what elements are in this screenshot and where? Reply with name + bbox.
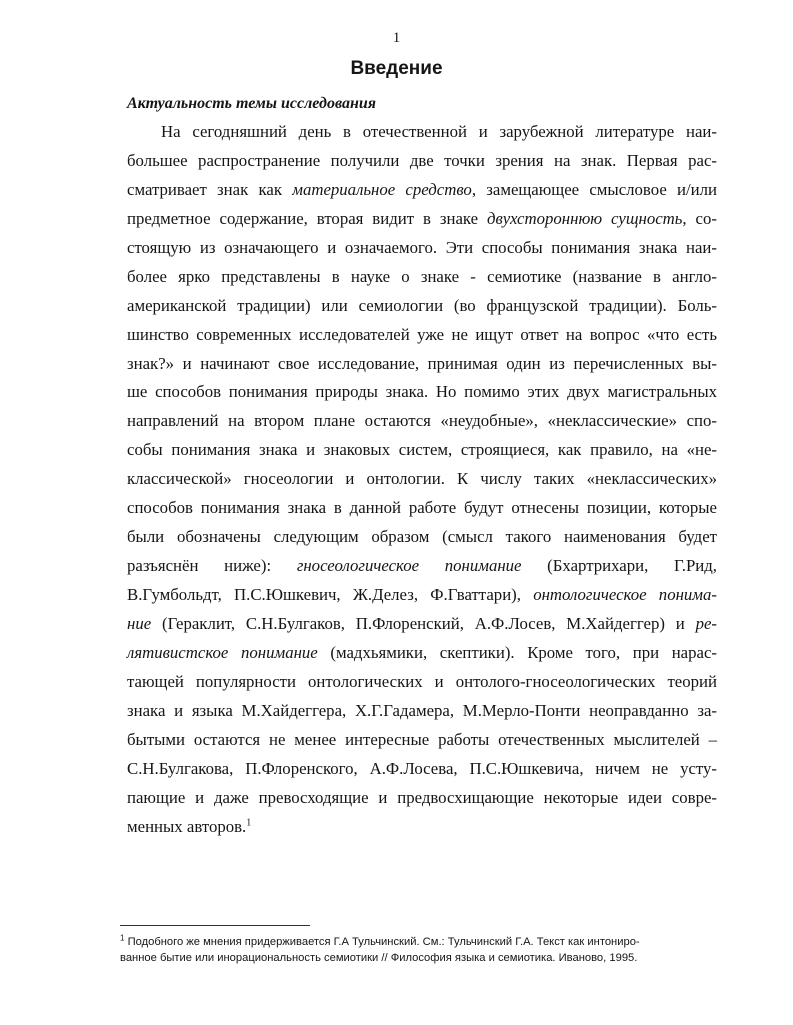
text-line: предметное содержание, вторая видит в знаке двухстороннюю сущность, со- [127, 208, 717, 228]
text-line: пающие и даже превосходящие и предвосхищающие некоторые идеи совре- [127, 787, 717, 807]
text-line: знака и языка М.Хайдеггера, Х.Г.Гадамера, М.Мерло-Понти неоправданно за- [127, 700, 717, 720]
footnote-text: Подобного же мнения придерживается Г.А Тульчинский. См.: Тульчинский Г.А. Текст как интониро- [127, 936, 640, 948]
text-line: ние (Гераклит, С.Н.Булгаков, П.Флоренский, А.Ф.Лосев, М.Хайдеггер) и ре- [127, 613, 717, 633]
text-line: направлений на втором плане остаются «неудобные», «неклассические» спо- [127, 411, 717, 431]
footnote-line [120, 950, 720, 966]
footnote-line [120, 934, 720, 950]
footnote-text: ванное бытие или инорациональность семиотики // Философия языка и семиотика. Иваново, 1995. [120, 952, 638, 964]
body-paragraph [127, 118, 717, 841]
text-line: стоящую из означающего и означаемого. Эти способы понимания знака наи- [127, 237, 717, 257]
text-line: американской традиции) или семиологии (во французской традиции). Боль- [127, 295, 717, 315]
text-line: классической» гносеологии и онтологии. К числу таких «неклассических» [127, 469, 717, 489]
text-line: знак?» и начинают свое исследование, принимая один из перечисленных вы- [127, 353, 717, 373]
text-line: В.Гумбольдт, П.С.Юшкевич, Ж.Делез, Ф.Гваттари), онтологическое понима- [127, 585, 717, 604]
page-title: Введение [350, 58, 443, 79]
text-line: способов понимания знака в данной работе будут отнесены позиции, которые [127, 498, 717, 518]
footnote-divider [120, 925, 310, 926]
text-line: были обозначены следующим образом (смысл такого наименования будет [127, 527, 717, 547]
text-line: С.Н.Булгакова, П.Флоренского, А.Ф.Лосева, П.С.Юшкевича, ничем не усту- [127, 758, 717, 778]
text-line: бытыми остаются не менее интересные работы отечественных мыслителей – [127, 729, 717, 749]
footnote [120, 934, 720, 966]
text-line: тающей популярности онтологических и онтолого-гносеологических теорий [127, 671, 717, 691]
text-line: более ярко представлены в науке о знаке - семиотике (название в англо- [127, 266, 717, 286]
text-line: сматривает знак как материальное средство, замещающее смысловое и/или [127, 179, 717, 199]
footnote-reference[interactable]: 1 [246, 816, 252, 828]
text-line: лятивистское понимание (мадхьямики, скептики). Кроме того, при нарас- [127, 642, 717, 662]
text-line: ше способов понимания природы знака. Но помимо этих двух магистральных [127, 382, 717, 402]
text-line: шинство современных исследователей уже не ищут ответ на вопрос «что есть [127, 324, 717, 344]
text-line: собы понимания знака и знаковых систем, строящиеся, как правило, на «не- [127, 440, 717, 460]
text-line: менных авторов.$^1$ [127, 816, 252, 836]
page-number: 1 [392, 30, 401, 46]
text-line: На сегодняшний день в отечественной и зарубежной литературе наи- [161, 122, 717, 141]
text-line: разъяснён ниже): гносеологическое понимание (Бхартрихари, Г.Рид, [127, 556, 718, 576]
section-subheading: Актуальность темы исследования [127, 95, 376, 112]
text-line: большее распространение получили две точки зрения на знак. Первая рас- [127, 150, 717, 170]
footnote-mark: 1 [120, 933, 125, 943]
